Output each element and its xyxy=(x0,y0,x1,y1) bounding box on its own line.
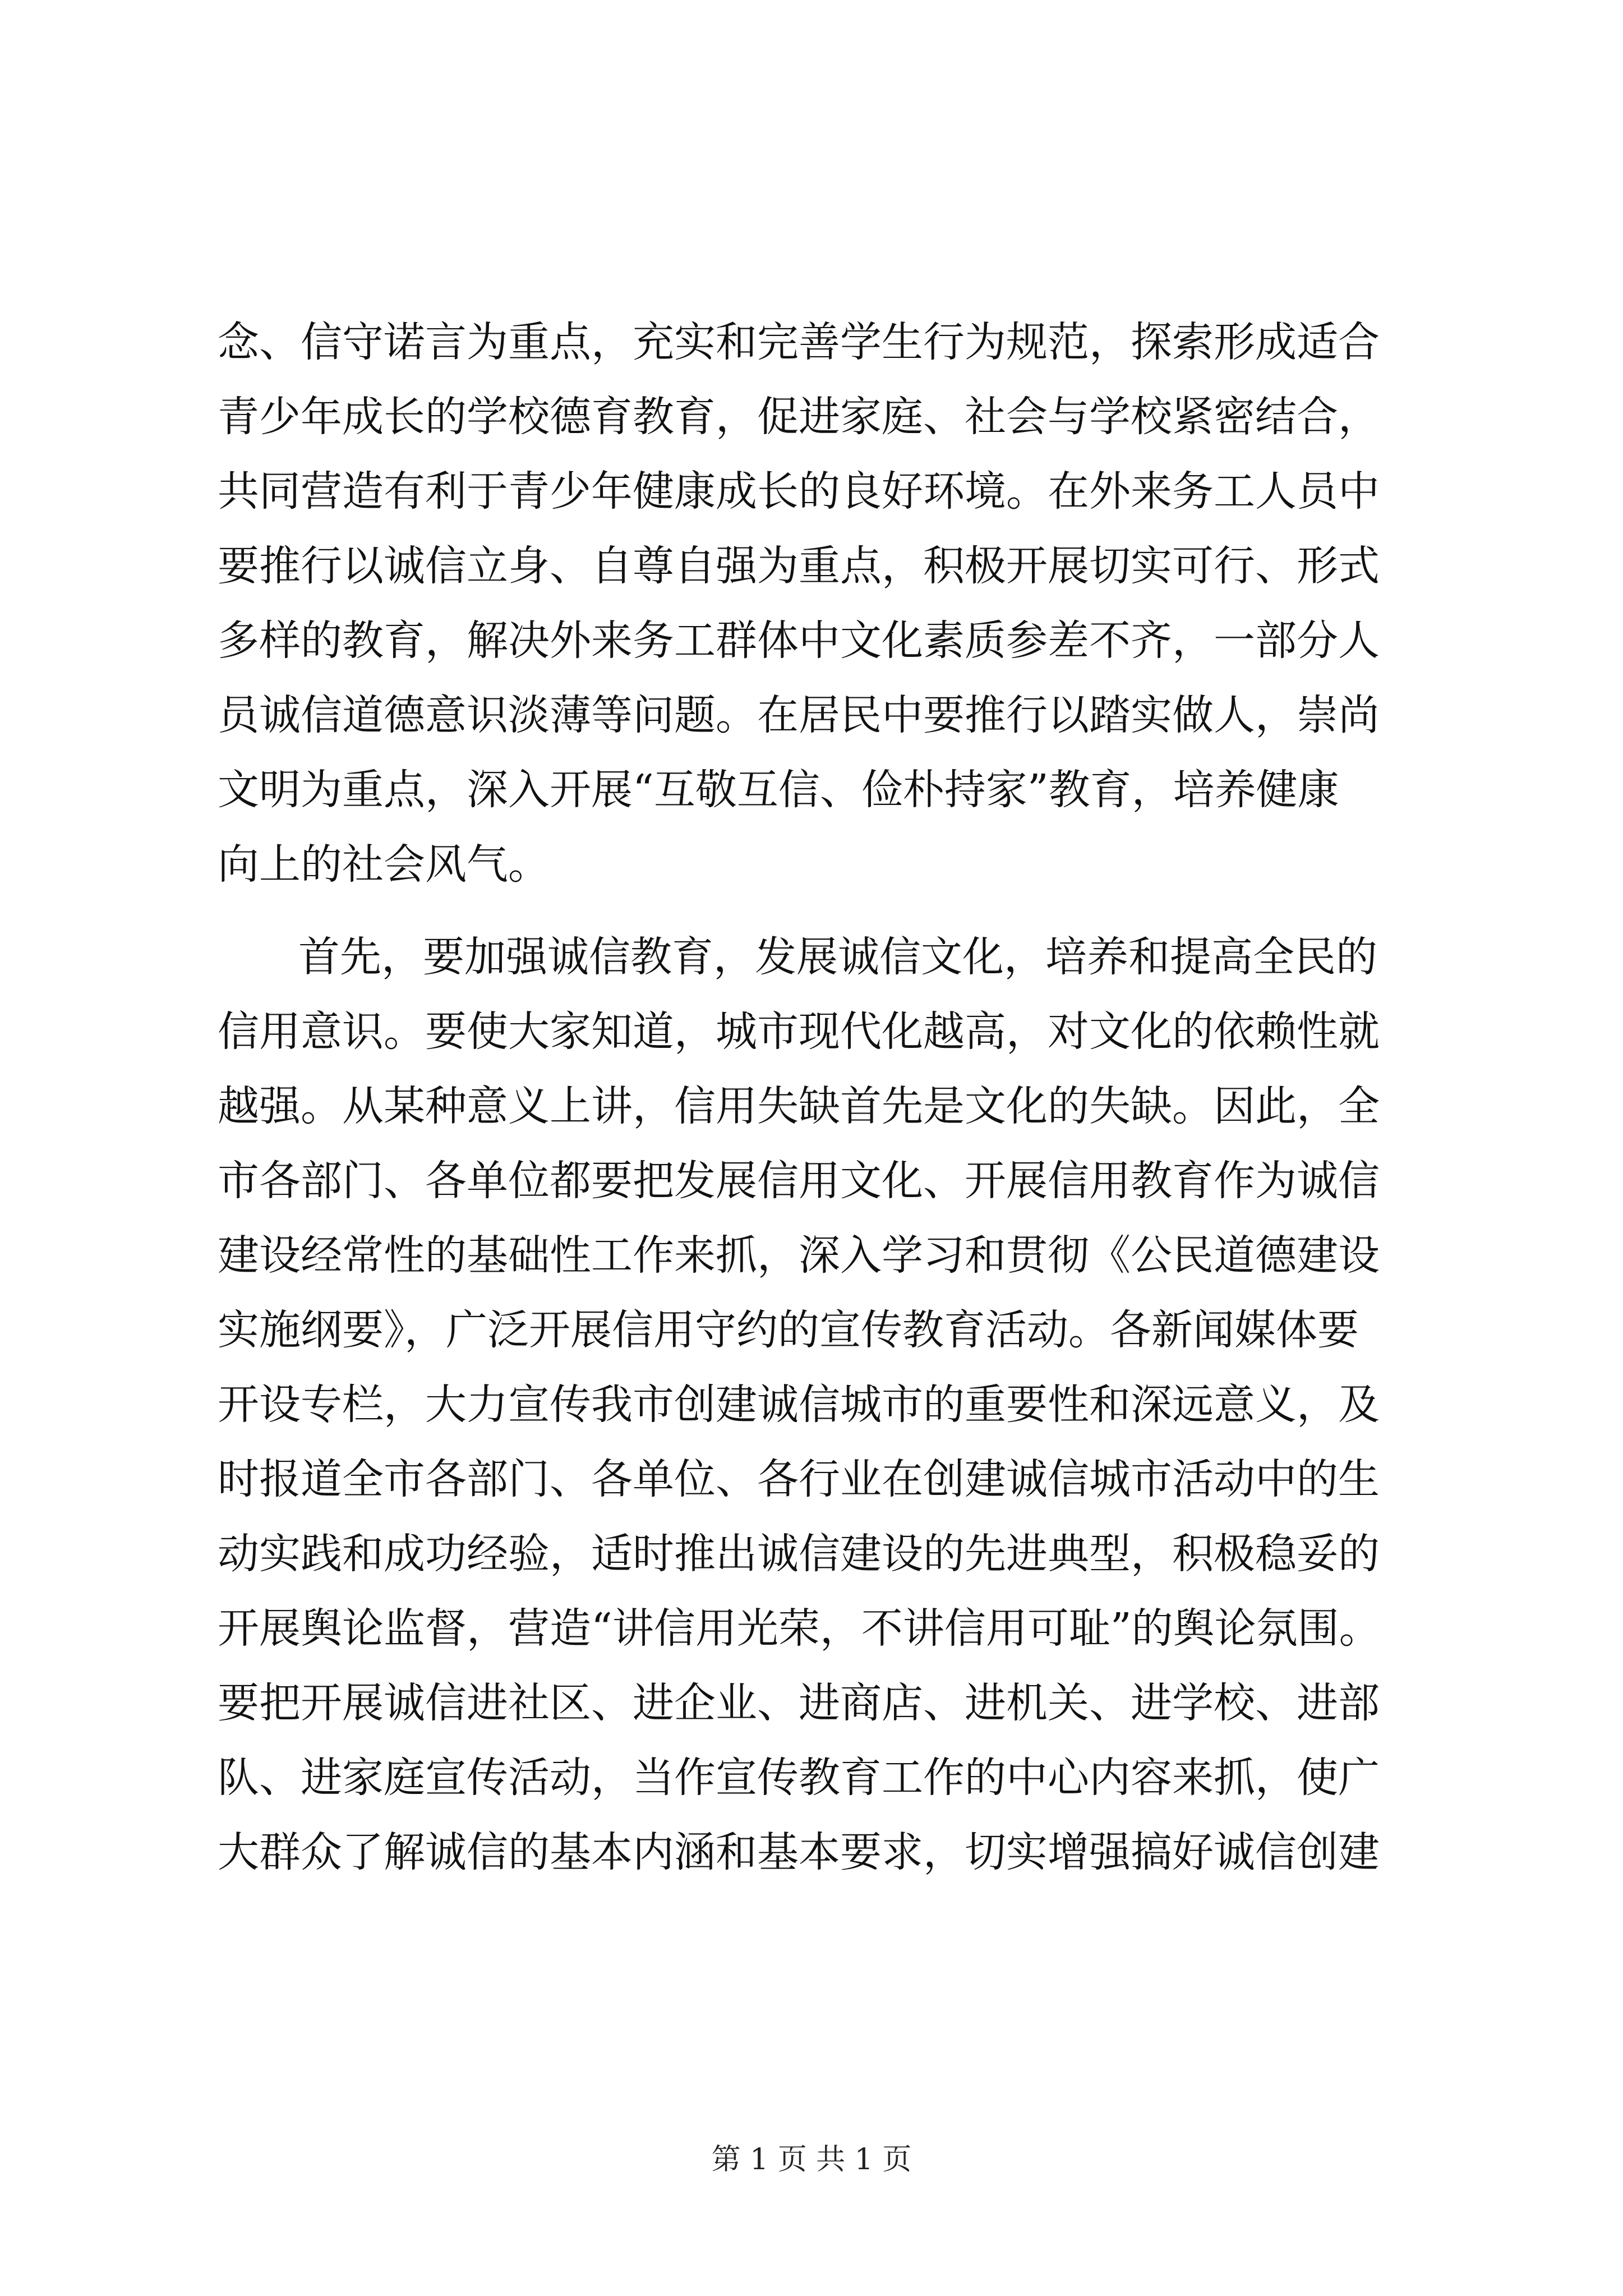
text-line: 队、进家庭宣传活动，当作宣传教育工作的中心内容来抓，使广 xyxy=(218,1754,1380,1802)
text-line: 建设经常性的基础性工作来抓，深入学习和贯彻《公民道德建设 xyxy=(218,1231,1380,1280)
text-line: 市各部门、各单位都要把发展信用文化、开展信用教育作为诚信 xyxy=(218,1157,1380,1205)
text-line: 信用意识。要使大家知道，城市现代化越高，对文化的依赖性就 xyxy=(218,1007,1380,1056)
text-line: 大群众了解诚信的基本内涵和基本要求，切实增强搞好诚信创建 xyxy=(218,1828,1380,1876)
text-line: 多样的教育，解决外来务工群体中文化素质参差不齐，一部分人 xyxy=(218,616,1380,665)
text-line: 要把开展诚信进社区、进企业、进商店、进机关、进学校、进部 xyxy=(218,1679,1380,1727)
text-line: 青少年成长的学校德育教育，促进家庭、社会与学校紧密结合， xyxy=(218,393,1380,441)
page-number-footer: 第 1 页 共 1 页 xyxy=(711,2143,912,2177)
text-line: 首先，要加强诚信教育，发展诚信文化，培养和提高全民的 xyxy=(298,933,1377,981)
text-line: 共同营造有利于青少年健康成长的良好环境。在外来务工人员中 xyxy=(218,467,1380,516)
text-line: 开展舆论监督，营造“讲信用光荣，不讲信用可耻”的舆论氛围。 xyxy=(218,1604,1381,1653)
text-line: 开设专栏，大力宣传我市创建诚信城市的重要性和深远意义，及 xyxy=(218,1381,1380,1429)
text-line: 向上的社会风气。 xyxy=(218,840,550,889)
text-line: 要推行以诚信立身、自尊自强为重点，积极开展切实可行、形式 xyxy=(218,542,1380,590)
text-line: 文明为重点，深入开展“互敬互信、俭朴持家”教育，培养健康 xyxy=(218,766,1339,814)
text-line: 念、信守诺言为重点，充实和完善学生行为规范，探索形成适合 xyxy=(218,318,1380,366)
text-line: 越强。从某种意义上讲，信用失缺首先是文化的失缺。因此，全 xyxy=(218,1082,1380,1130)
text-line: 时报道全市各部门、各单位、各行业在创建诚信城市活动中的生 xyxy=(218,1455,1380,1503)
text-line: 动实践和成功经验，适时推出诚信建设的先进典型，积极稳妥的 xyxy=(218,1530,1380,1578)
text-line: 实施纲要》，广泛开展信用守约的宣传教育活动。各新闻媒体要 xyxy=(218,1306,1359,1354)
text-line: 员诚信道德意识淡薄等问题。在居民中要推行以踏实做人，崇尚 xyxy=(218,691,1380,739)
